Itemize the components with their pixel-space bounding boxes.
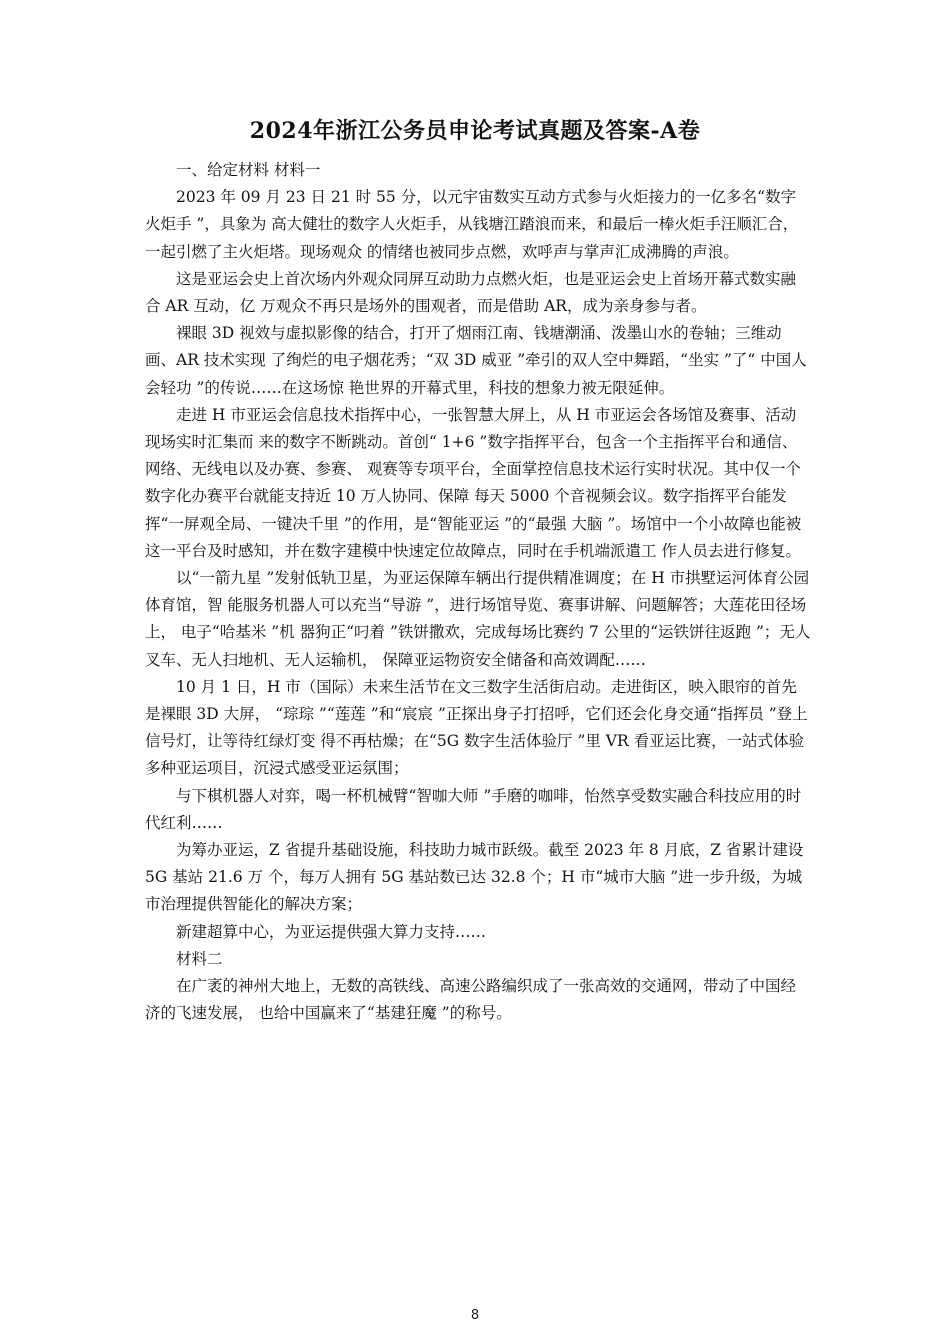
document-title: 2024年浙江公务员申论考试真题及答案-A卷: [249, 118, 701, 144]
paragraph: 在广袤的神州大地上，无数的高铁线、高速公路编织成了一张高效的交通网，带动了中国经济的飞速发展， 也给中国赢来了“基建狂魔 ”的称号。: [145, 977, 797, 1023]
section-heading: 材料二: [176, 949, 223, 968]
paragraph: 为筹办亚运，Z 省提升基础设施，科技助力城市跃级。截至 2023 年 8 月底，Z 省累计建设 5G 基站 21.6 万 个，每万人拥有 5G 基站数已达 32.8 个；H 市“城市大脑 ”进一步升级，为城市治理提供智能化的解决方案；: [145, 841, 804, 914]
paragraph: 2023 年 09 月 23 日 21 时 55 分，以元宇宙数实互动方式参与火炬接力的一亿多名“数字火炬手 ”，具象为 高大健壮的数字人火炬手，从钱塘江踏浪而来，和最后一棒火炬手汪顺汇合，一起引燃了主火炬塔。现场观众 的情绪也被同步点燃，欢呼声与掌声汇成沸腾的声浪。: [145, 188, 799, 261]
paragraph: 走进 H 市亚运会信息技术指挥中心，一张智慧大屏上，从 H 市亚运会各场馆及赛事、活动现场实时汇集而 来的数字不断跳动。首创“ 1+6 ”数字指挥平台，包含一个主指挥平台和通信、网络、无线电以及办赛、参赛、 观赛等专项平台，全面掌控信息技术运行实时状况。其中仅一个数字化办赛平台就能支持近 10 万人协同、保障 每天 5000 个音视频会议。数字指挥平台能发挥“一屏观全局、一键决千里 ”的作用，是“智能亚运 ”的“最强 大脑 ”。场馆中一个小故障也能被这一平台及时感知，并在数字建模中快速定位故障点，同时在手机端派遣工 作人员去进行修复。: [145, 405, 802, 560]
section-heading: 一、给定材料 材料一: [176, 161, 321, 179]
document-body: [145, 157, 811, 1028]
paragraph: 新建超算中心，为亚运提供强大算力支持……: [176, 922, 487, 941]
paragraph: 10 月 1 日，H 市（国际）未来生活节在文三数字生活街启动。走进街区，映入眼帘的首先是裸眼 3D 大屏， “琮琮 ”“莲莲 ”和“宸宸 ”正探出身子打招呼，它们还会化身交通“指挥员 ”登上信号灯，让等待红绿灯变 得不再枯燥；在“5G 数字生活体验厅 ”里 VR 看亚运比赛，一站式体验多种亚运项目，沉浸式感受亚运氛围；: [145, 677, 808, 778]
paragraph: 以“一箭九星 ”发射低轨卫星，为亚运保障车辆出行提供精准调度；在 H 市拱墅运河体育公园体育馆，智 能服务机器人可以充当“导游 ”，进行场馆导览、赛事讲解、问题解答；大莲花田径场上， 电子“哈基米 ”机 器狗正“叼着 ”铁饼撒欢，完成每场比赛约 7 公里的“运铁饼往返跑 ”；无人叉车、无人扫地机、无人运输机， 保障亚运物资安全储备和高效调配……: [145, 569, 811, 669]
paragraph: 与下棋机器人对弈，喝一杯机械臂“智咖大师 ”手磨的咖啡，怡然享受数实融合科技应用的时代红利……: [145, 786, 802, 832]
paragraph: 裸眼 3D 视效与虚拟影像的结合，打开了烟雨江南、钱塘潮涌、泼墨山水的卷轴；三维动画、AR 技术实现 了绚烂的电子烟花秀；“双 3D 威亚 ”牵引的双人空中舞蹈，“坐实 ”了“ 中国人会轻功 ”的传说……在这场惊 艳世界的开幕式里，科技的想象力被无限延伸。: [145, 324, 807, 397]
paragraph: 这是亚运会史上首次场内外观众同屏互动助力点燃火炬，也是亚运会史上首场开幕式数实融合 AR 互动，亿 万观众不再只是场外的围观者，而是借助 AR，成为亲身参与者。: [145, 269, 797, 316]
page-number: 8: [470, 1308, 480, 1323]
